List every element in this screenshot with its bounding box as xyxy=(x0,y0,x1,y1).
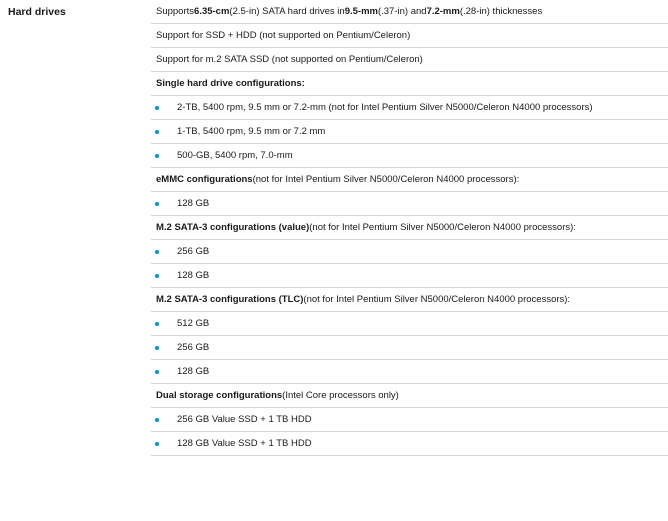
item-text: 2-TB, 5400 rpm, 9.5 mm or 7.2-mm (not for Intel Pentium Silver N5000/Celeron N4000 processors) xyxy=(177,102,593,113)
item-text: 256 GB xyxy=(177,342,210,353)
list-item xyxy=(151,240,668,264)
group-heading: Single hard drive configurations: xyxy=(156,78,305,89)
item-text: 1-TB, 5400 rpm, 9.5 mm or 7.2 mm xyxy=(177,126,326,137)
intro-text: (2.5-in) SATA hard drives in xyxy=(229,6,345,17)
group-note: (not for Intel Pentium Silver N5000/Celeron N4000 processors): xyxy=(303,294,571,305)
intro-bold-size: 6.35-cm xyxy=(194,6,230,17)
item-text: 256 GB Value SSD + 1 TB HDD xyxy=(177,414,312,425)
spec-rows xyxy=(151,0,668,456)
row-text: Support for SSD + HDD (not supported on Pentium/Celeron) xyxy=(156,30,411,41)
bullet-icon xyxy=(155,322,159,326)
bullet-icon xyxy=(155,250,159,254)
support-ssd-hdd-row xyxy=(151,24,668,48)
intro-text: (.28-in) thicknesses xyxy=(459,6,543,17)
group-heading: Dual storage configurations xyxy=(156,390,283,401)
list-item xyxy=(151,336,668,360)
item-text: 128 GB xyxy=(177,366,210,377)
intro-text: (.37-in) and xyxy=(377,6,427,17)
list-item xyxy=(151,408,668,432)
dual-heading-row xyxy=(151,384,668,408)
item-text: 128 GB xyxy=(177,270,210,281)
group-heading: M.2 SATA-3 configurations (TLC) xyxy=(156,294,304,305)
list-item xyxy=(151,120,668,144)
item-text: 128 GB xyxy=(177,198,210,209)
bullet-icon xyxy=(155,370,159,374)
bullet-icon xyxy=(155,202,159,206)
bullet-icon xyxy=(155,346,159,350)
list-item xyxy=(151,192,668,216)
bullet-icon xyxy=(155,130,159,134)
list-item xyxy=(151,312,668,336)
m2-value-heading-row xyxy=(151,216,668,240)
bullet-icon xyxy=(155,274,159,278)
intro-text: Supports xyxy=(156,6,195,17)
group-note: (not for Intel Pentium Silver N5000/Celeron N4000 processors): xyxy=(252,174,520,185)
intro-bold-thickness: 9.5-mm xyxy=(344,6,378,17)
bullet-icon xyxy=(155,154,159,158)
list-item xyxy=(151,360,668,384)
item-text: 512 GB xyxy=(177,318,210,329)
intro-row xyxy=(151,0,668,24)
item-text: 256 GB xyxy=(177,246,210,257)
row-text: Support for m.2 SATA SSD (not supported on Pentium/Celeron) xyxy=(156,54,423,65)
group-note: (Intel Core processors only) xyxy=(282,390,399,401)
section-label: Hard drives xyxy=(8,6,66,18)
group-heading: M.2 SATA-3 configurations (value) xyxy=(156,222,310,233)
item-text: 500-GB, 5400 rpm, 7.0-mm xyxy=(177,150,293,161)
list-item xyxy=(151,432,668,456)
item-text: 128 GB Value SSD + 1 TB HDD xyxy=(177,438,312,449)
support-m2-row xyxy=(151,48,668,72)
emmc-heading-row xyxy=(151,168,668,192)
list-item xyxy=(151,144,668,168)
bullet-icon xyxy=(155,418,159,422)
group-heading: eMMC configurations xyxy=(156,174,253,185)
group-note: (not for Intel Pentium Silver N5000/Celeron N4000 processors): xyxy=(309,222,576,233)
single-heading-row xyxy=(151,72,668,96)
list-item xyxy=(151,96,668,120)
bullet-icon xyxy=(155,442,159,446)
m2-tlc-heading-row xyxy=(151,288,668,312)
intro-bold-thickness: 7.2-mm xyxy=(426,6,460,17)
list-item xyxy=(151,264,668,288)
bullet-icon xyxy=(155,106,159,110)
